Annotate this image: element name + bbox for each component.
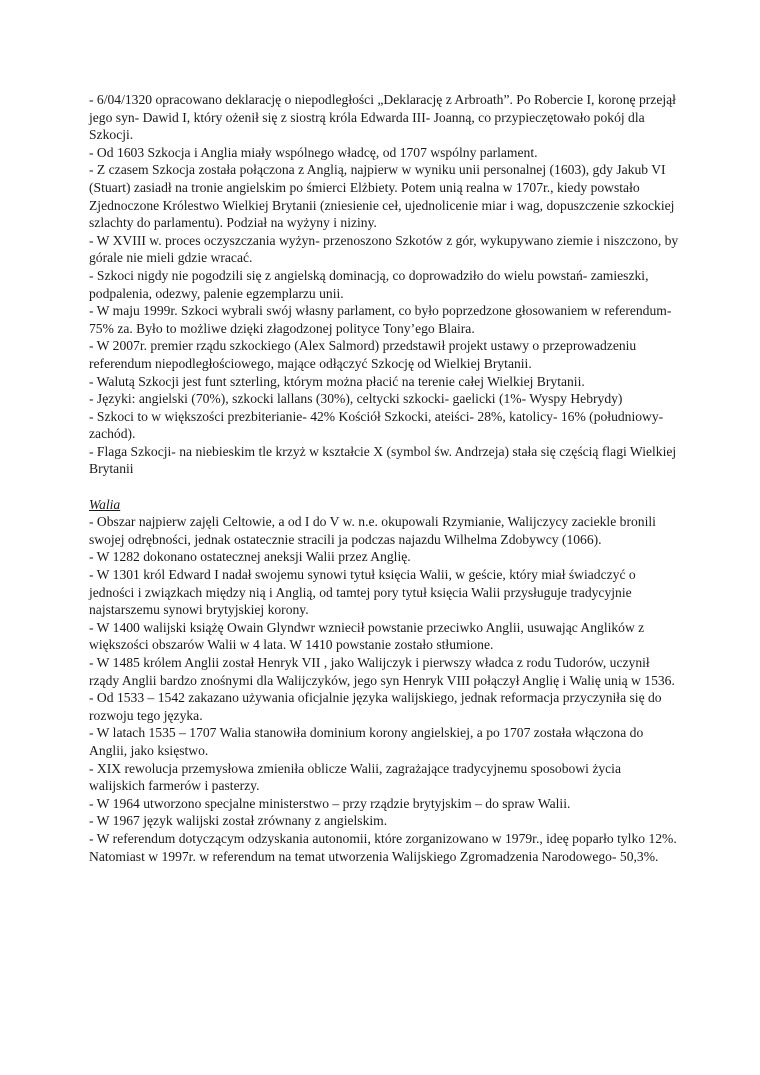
paragraph-uprisings: - Szkoci nigdy nie pogodzili się z angielską dominacją, co doprowadziło do wielu powstań- zamieszki, podpalenia, odezwy, palenie egzemplarzu unii. <box>89 267 649 301</box>
paragraph-flag: - Flaga Szkocji- na niebieskim tle krzyż w kształcie X (symbol św. Andrzeja) stała się częścią flagi Wielkiej Brytanii <box>89 443 677 477</box>
paragraph-celts-romans: - Obszar najpierw zajęli Celtowie, a od I do V w. n.e. okupowali Rzymianie, Walijczycy zaciekle bronili swojej odrębności, jednak ostatecznie stracili ja podczas najazdu Wilhelma Zdobywcy (1066). <box>89 514 656 547</box>
paragraph-autonomy-referendum: - W referendum dotyczącym odzyskania autonomii, które zorganizowano w 1979r., ideę poparło tylko 12%. Natomiast w 1997r. w referendum na temat utworzenia Walijskiego Zgromadzenia Narodowego- 50,3%. <box>89 830 677 864</box>
paragraph-highland-clearances: - W XVIII w. proces oczyszczania wyżyn- przenoszono Szkotów z gór, wykupywano ziemie i niszczono, by górale nie mieli gdzie wracać. <box>89 232 679 266</box>
wales-section <box>89 496 679 865</box>
paragraph-ministry-1964: - W 1964 utworzono specjalne ministerstwo – przy rządzie brytyjskim – do spraw Walii. <box>89 795 571 811</box>
paragraph-religion: - Szkoci to w większości prezbiterianie- 42% Kościół Szkocki, ateiści- 28%, katolicy- 16% (południowy- zachód). <box>89 408 664 442</box>
paragraph-referendum-2007: - W 2007r. premier rządu szkockiego (Alex Salmord) przedstawił projekt ustawy o przeprowadzeniu referendum niepodległościowego, mające odłączyć Szkocję od Wielkiej Brytanii. <box>89 338 637 371</box>
paragraph-annexation-1282: - W 1282 dokonano ostatecznej aneksji Walii przez Anglię. <box>89 549 411 565</box>
paragraph-tudors: - W 1485 królem Anglii został Henryk VII , jako Walijczyk i pierwszy władca z rodu Tudorów, uczynił rządy Anglii bardzo znośnymi dla Walijczyków, jego syn Henryk VIII połączył Anglię i Walię unią w 1536. <box>89 655 675 688</box>
scotland-section <box>89 91 679 478</box>
paragraph-glyndwr-uprising: - W 1400 walijski książę Owain Glyndwr wzniecił powstanie przeciwko Anglii, usuwając Anglików z większości obszarów Walii w 4 lata. W 1410 powstanie zostało stłumione. <box>89 619 645 653</box>
paragraph-languages: - Języki: angielski (70%), szkocki lallans (30%), celtycki szkocki- gaelicki (1%- Wyspy Hebrydy) <box>89 391 623 407</box>
paragraph-language-ban: - Od 1533 – 1542 zakazano używania oficjalnie języka walijskiego, jednak reformacja przyczyniła się do rozwoju tego języka. <box>89 690 662 723</box>
paragraph-industrial-revolution: - XIX rewolucja przemysłowa zmieniła oblicze Walii, zagrażające tradycyjnemu sposobowi życia walijskich farmerów i pasterzy. <box>89 760 621 794</box>
paragraph-common-ruler: - Od 1603 Szkocja i Anglia miały wspólnego władcę, od 1707 wspólny parlament. <box>89 144 538 160</box>
document-page <box>89 91 679 865</box>
section-spacer <box>89 478 679 496</box>
paragraph-arbroath-declaration: - 6/04/1320 opracowano deklarację o niepodległości „Deklarację z Arbroath”. Po Robercie I, koronę przejął jego syn- Dawid I, który ożenił się z siostrą króla Edwarda III- Joanną, co przypieczętowało pokój dla Szkocji. <box>89 92 676 143</box>
paragraph-dominion: - W latach 1535 – 1707 Walia stanowiła dominium korony angielskiej, a po 1707 została włączona do Anglii, jako księstwo. <box>89 725 644 758</box>
paragraph-language-equality-1967: - W 1967 język walijski został zrównany z angielskim. <box>89 813 388 829</box>
paragraph-currency: - Walutą Szkocji jest funt szterling, którym można płacić na terenie całej Wielkiej Brytanii. <box>89 373 585 389</box>
paragraph-union-with-england: - Z czasem Szkocja została połączona z Anglią, najpierw w wyniku unii personalnej (1603), gdy Jakub VI (Stuart) zasiadł na tronie angielskim po śmierci Elżbiety. Potem unią realna w 1707r., kiedy powstało Zjednoczone Królestwo Wielkiej Brytanii (zniesienie ceł, ujednolicenie miar i wag, dopuszczenie szkockiej szlachty do parlamentu). Podział na wyżyny i niziny. <box>89 162 675 231</box>
paragraph-parliament-1999: - W maju 1999r. Szkoci wybrali swój własny parlament, co było poprzedzone głosowaniem w referendum- 75% za. Było to możliwe dzięki złagodzonej polityce Tony’ego Blaira. <box>89 303 672 336</box>
paragraph-prince-of-wales: - W 1301 król Edward I nadał swojemu synowi tytuł księcia Walii, w geście, który miał świadczyć o jedności i związkach między nią i Anglią, od tamtej pory tytuł księcia Walii przysługuje tradycyjnie najstarszemu synowi brytyjskiej korony. <box>89 567 636 618</box>
section-heading-wales: Walia <box>89 496 121 512</box>
